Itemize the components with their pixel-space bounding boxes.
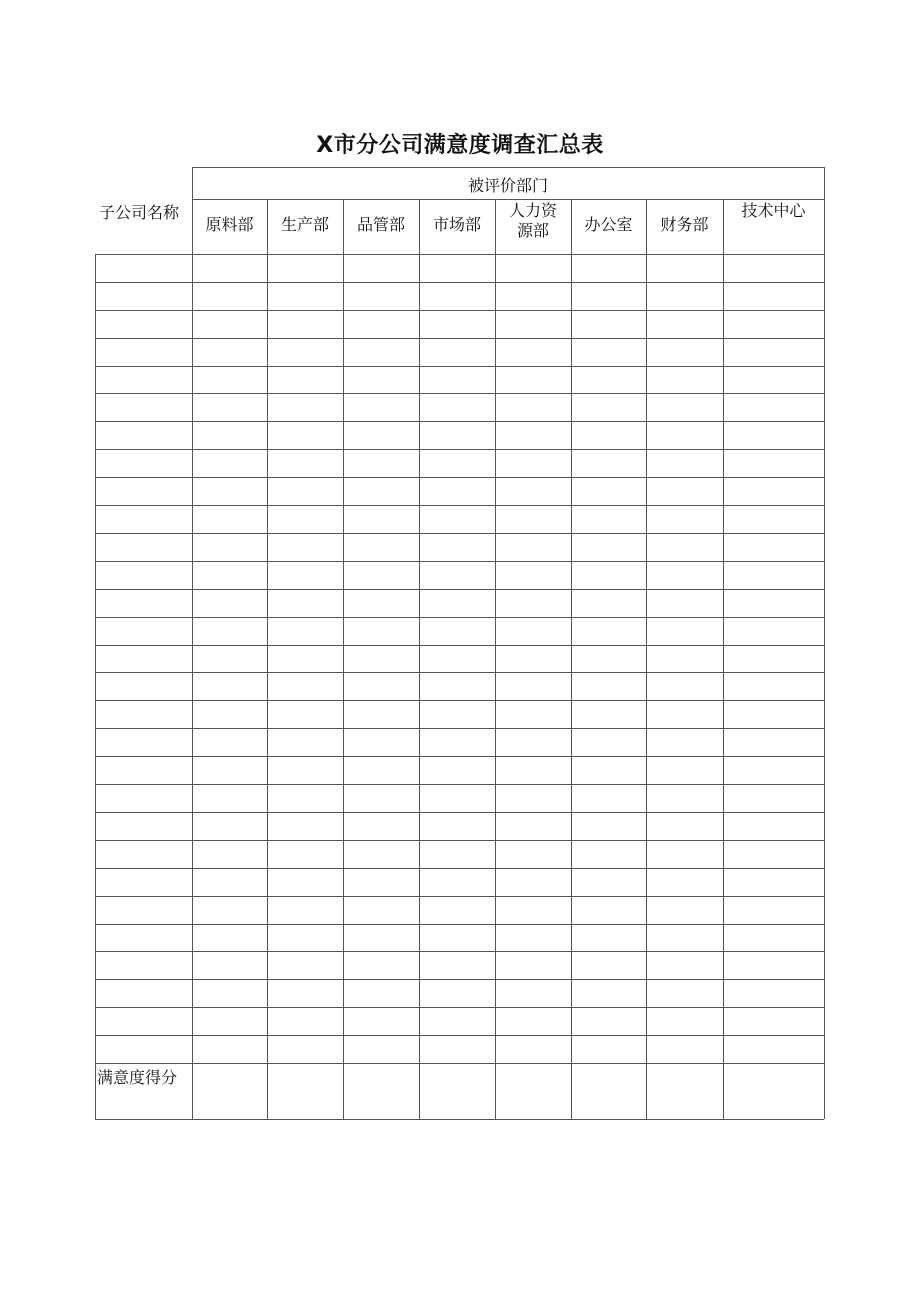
table-row — [95, 617, 824, 645]
table-row — [95, 393, 824, 421]
table-row — [95, 645, 824, 673]
department-header — [571, 215, 646, 235]
table-row — [95, 561, 824, 589]
table-row — [95, 449, 824, 477]
group-header-divider — [192, 199, 824, 200]
department-header-line: 原料部 — [205, 215, 254, 234]
footer-label: 满意度得分 — [97, 1068, 178, 1087]
table-row — [95, 282, 824, 310]
table-row — [95, 338, 824, 366]
table-row — [95, 728, 824, 756]
table-row — [95, 310, 824, 338]
table-row — [95, 477, 824, 505]
department-header — [646, 215, 723, 235]
department-header — [343, 215, 419, 235]
department-header-line: 生产部 — [280, 215, 329, 234]
department-header-line: 市场部 — [432, 215, 481, 234]
table-row — [95, 533, 824, 561]
table-row — [95, 868, 824, 896]
department-header-line: 财务部 — [660, 215, 709, 234]
table-row — [95, 700, 824, 728]
table-row — [95, 1007, 824, 1035]
table-row — [95, 366, 824, 394]
department-header-line: 源部 — [516, 221, 549, 240]
table-row — [95, 254, 824, 282]
table-row — [95, 589, 824, 617]
department-header — [723, 201, 824, 221]
table-row — [95, 924, 824, 952]
table-right-border — [824, 167, 825, 1119]
department-header-line: 技术中心 — [741, 201, 806, 220]
department-header — [419, 215, 495, 235]
table-row — [95, 896, 824, 924]
table-row — [95, 505, 824, 533]
table-row — [95, 812, 824, 840]
table-row — [95, 784, 824, 812]
table-top-border — [192, 167, 824, 168]
row-divider — [95, 1063, 824, 1064]
table-row — [95, 756, 824, 784]
group-header: 被评价部门 — [467, 176, 548, 195]
table-row — [95, 840, 824, 868]
department-header-line: 办公室 — [584, 215, 633, 234]
corner-header: 子公司名称 — [99, 203, 180, 222]
department-header — [267, 215, 343, 235]
department-header-line: 人力资 — [508, 201, 557, 220]
department-header — [495, 201, 571, 241]
department-header-line: 品管部 — [356, 215, 405, 234]
table-row — [95, 1035, 824, 1063]
table-row — [95, 951, 824, 979]
table-bottom-border — [95, 1119, 824, 1120]
department-header — [192, 215, 267, 235]
survey-table — [95, 167, 824, 1119]
table-row — [95, 979, 824, 1007]
table-row — [95, 672, 824, 700]
table-row — [95, 421, 824, 449]
page-title: X市分公司满意度调查汇总表 — [316, 133, 604, 158]
